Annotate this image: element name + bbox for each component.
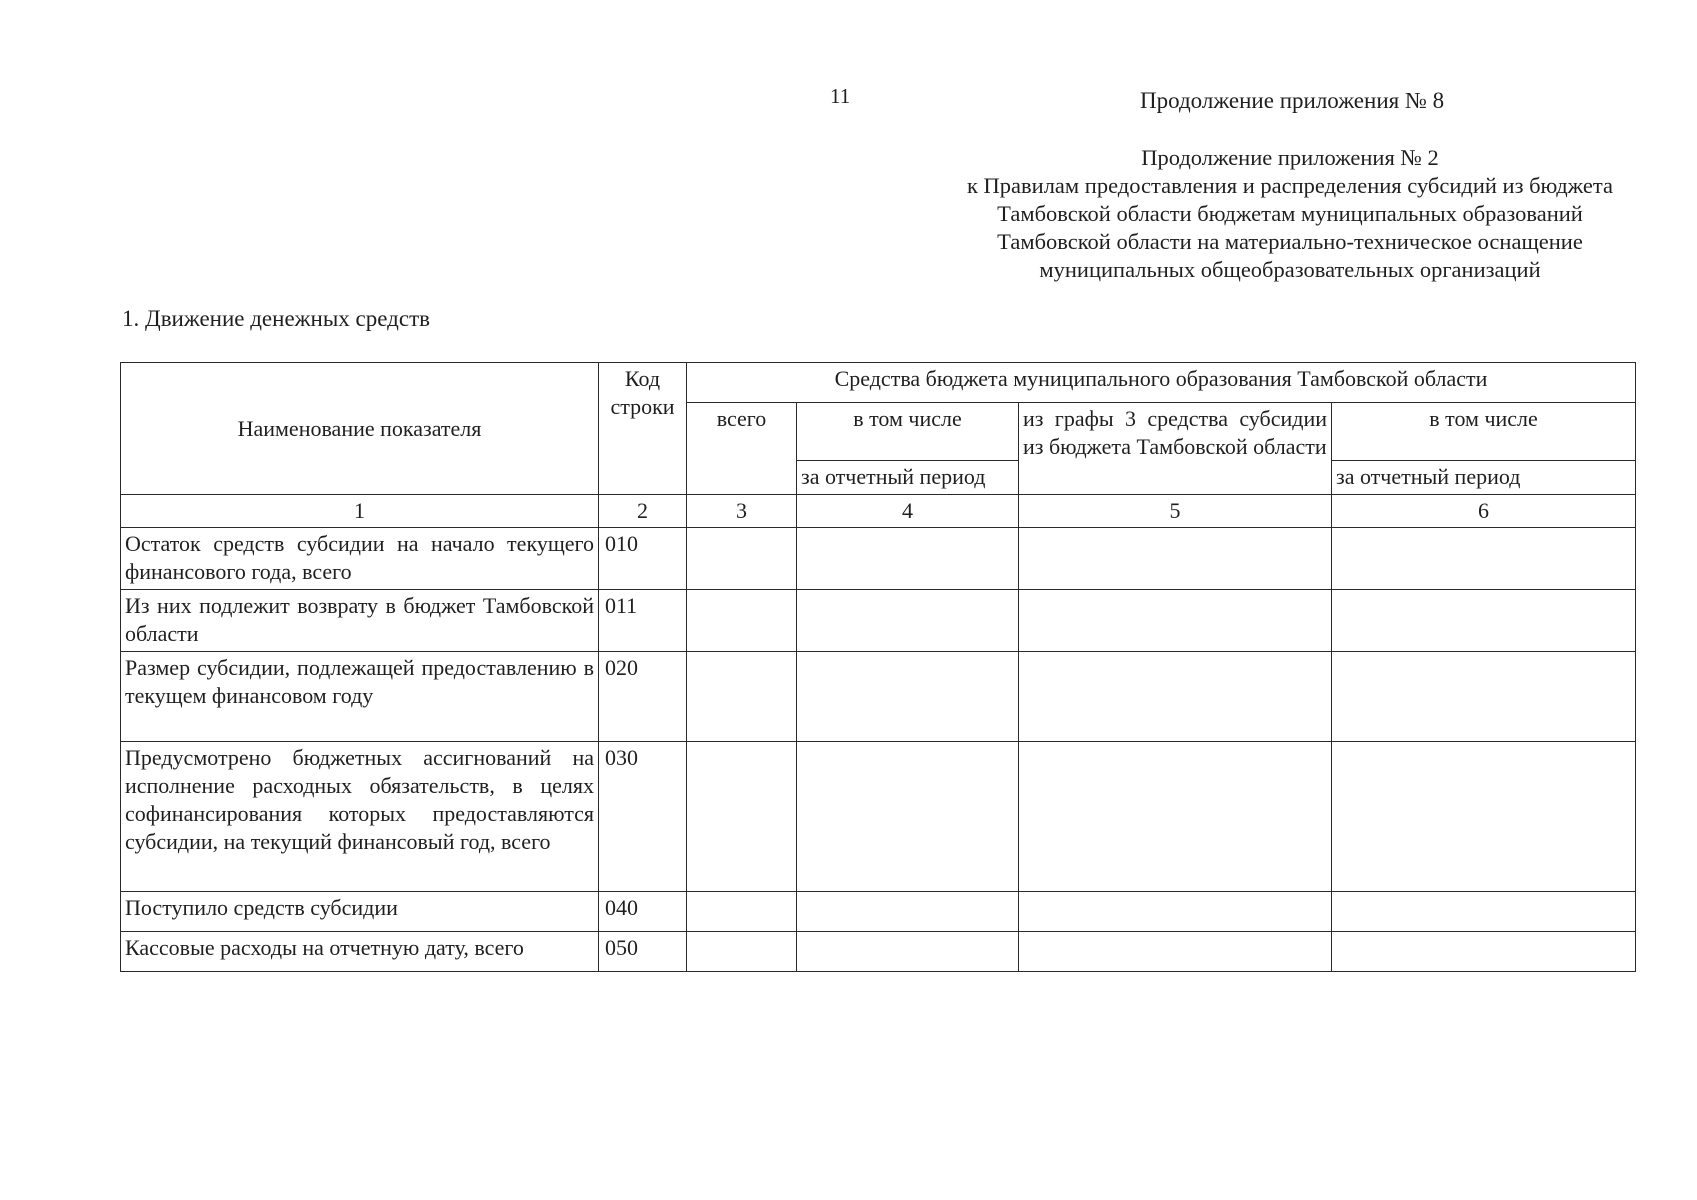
- annex-2-reference: [900, 144, 1680, 284]
- page-number: 11: [830, 84, 851, 108]
- value-cell: [1019, 892, 1332, 932]
- row-indicator-name: Из них подлежит возврату в бюджет Тамбовской области: [121, 590, 599, 652]
- column-number: 3: [687, 495, 797, 528]
- header-from-column-3: из графы 3 средства субсидии из бюджета Тамбовской области: [1019, 403, 1332, 495]
- row-line-code: 011: [599, 590, 687, 652]
- value-cell: [1332, 652, 1636, 742]
- value-cell: [1019, 590, 1332, 652]
- header-reporting-period-2: за отчетный период: [1332, 461, 1636, 495]
- table-row: [121, 742, 1636, 892]
- table-row: [121, 932, 1636, 972]
- column-number: 6: [1332, 495, 1636, 528]
- value-cell: [797, 528, 1019, 590]
- row-indicator-name: Предусмотрено бюджетных ассигнований на исполнение расходных обязательств, в целях софинансирования которых предоставляются субсидии, на текущий финансовый год, всего: [121, 742, 599, 892]
- row-line-code: 030: [599, 742, 687, 892]
- annex-line: Продолжение приложения № 2: [1141, 145, 1439, 170]
- value-cell: [797, 742, 1019, 892]
- header-reporting-period-1: за отчетный период: [797, 461, 1019, 495]
- annex-line: муниципальных общеобразовательных организаций: [1039, 257, 1541, 282]
- annex-8-continuation-label: Продолжение приложения № 8: [1140, 88, 1445, 113]
- header-including-1: в том числе: [797, 403, 1019, 461]
- value-cell: [1332, 892, 1636, 932]
- value-cell: [687, 742, 797, 892]
- value-cell: [687, 528, 797, 590]
- annex-line: Тамбовской области на материально-техническое оснащение: [997, 229, 1583, 254]
- value-cell: [1019, 652, 1332, 742]
- header-municipal-budget-funds: Средства бюджета муниципального образования Тамбовской области: [687, 363, 1636, 403]
- value-cell: [1019, 528, 1332, 590]
- section-title: 1. Движение денежных средств: [122, 306, 430, 331]
- annex-line: Тамбовской области бюджетам муниципальных образований: [997, 201, 1583, 226]
- row-line-code: 010: [599, 528, 687, 590]
- header-indicator-name: Наименование показателя: [121, 363, 599, 495]
- value-cell: [1332, 932, 1636, 972]
- value-cell: [797, 892, 1019, 932]
- column-number: 2: [599, 495, 687, 528]
- value-cell: [1019, 742, 1332, 892]
- value-cell: [687, 590, 797, 652]
- value-cell: [687, 652, 797, 742]
- row-indicator-name: Кассовые расходы на отчетную дату, всего: [121, 932, 599, 972]
- column-number: 1: [121, 495, 599, 528]
- cash-flow-table: [120, 362, 1636, 972]
- value-cell: [687, 892, 797, 932]
- value-cell: [1332, 742, 1636, 892]
- column-number: 4: [797, 495, 1019, 528]
- header-including-2: в том числе: [1332, 403, 1636, 461]
- header-line-code: Код строки: [599, 363, 687, 495]
- table-row: [121, 652, 1636, 742]
- row-line-code: 020: [599, 652, 687, 742]
- value-cell: [1332, 528, 1636, 590]
- table-row: [121, 590, 1636, 652]
- row-indicator-name: Размер субсидии, подлежащей предоставлению в текущем финансовом году: [121, 652, 599, 742]
- row-indicator-name: Остаток средств субсидии на начало текущего финансового года, всего: [121, 528, 599, 590]
- annex-line: к Правилам предоставления и распределения субсидий из бюджета: [967, 173, 1613, 198]
- row-line-code: 050: [599, 932, 687, 972]
- value-cell: [797, 652, 1019, 742]
- row-line-code: 040: [599, 892, 687, 932]
- table-row: [121, 528, 1636, 590]
- value-cell: [797, 590, 1019, 652]
- header-total: всего: [687, 403, 797, 495]
- value-cell: [1332, 590, 1636, 652]
- column-number: 5: [1019, 495, 1332, 528]
- value-cell: [797, 932, 1019, 972]
- value-cell: [1019, 932, 1332, 972]
- table-row: [121, 892, 1636, 932]
- value-cell: [687, 932, 797, 972]
- row-indicator-name: Поступило средств субсидии: [121, 892, 599, 932]
